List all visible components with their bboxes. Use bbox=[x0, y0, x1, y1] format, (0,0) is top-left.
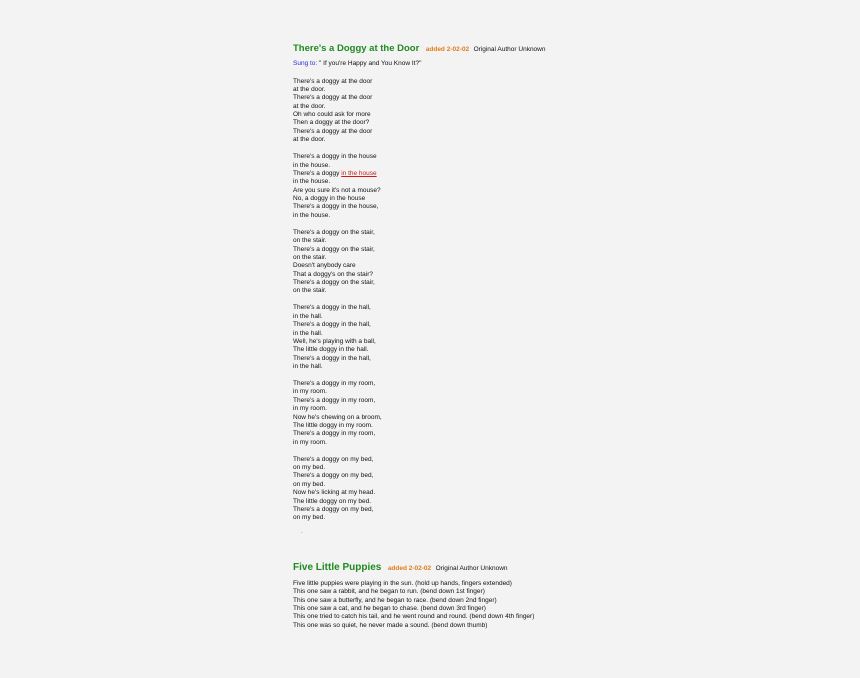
lyric-line: The little doggy on my bed. bbox=[293, 497, 372, 505]
lyric-line: No, a doggy in the house bbox=[293, 195, 366, 203]
verse-1 bbox=[293, 78, 833, 145]
lyric-line: There's a doggy in the house bbox=[293, 153, 377, 161]
lyric-line: Now he's licking at my head. bbox=[293, 489, 376, 497]
sung-to-label: Sung to: bbox=[293, 60, 318, 67]
lyric-line: There's a doggy in my room, bbox=[293, 430, 376, 438]
lyric-line: on the stair. bbox=[293, 253, 327, 261]
lyric-line: on my bed. bbox=[293, 480, 326, 488]
lyric-line: Five little puppies were playing in the sun. (hold up hands, fingers extended) bbox=[293, 579, 512, 587]
author-credit: Original Author Unknown bbox=[473, 46, 546, 53]
added-date: added 2-02-02 bbox=[387, 564, 432, 572]
lyric-line: This one tried to catch his tail, and he went round and round. (bend down 4th finger) bbox=[293, 613, 535, 621]
lyric-line: in the house. bbox=[293, 161, 331, 169]
lyric-line: This one saw a cat, and he began to chase. (bend down 3rd finger) bbox=[293, 604, 486, 612]
lyric-line: Well, he's playing with a ball, bbox=[293, 337, 376, 345]
sung-to-line bbox=[293, 59, 833, 69]
song-document bbox=[293, 40, 833, 630]
song-five-little-puppies bbox=[293, 559, 833, 630]
verse-3 bbox=[293, 229, 833, 296]
lyric-line: Now he's chewing on a broom, bbox=[293, 413, 382, 421]
lyric-line: at the door. bbox=[293, 136, 326, 144]
lyric-line: There's a doggy on my bed, bbox=[293, 505, 374, 513]
lyric-line: in the house. bbox=[293, 211, 331, 219]
song-title: Five Little Puppies bbox=[293, 561, 382, 573]
author-credit: Original Author Unknown bbox=[435, 564, 508, 572]
song-title-row bbox=[293, 40, 833, 53]
lyric-line: at the door. bbox=[293, 85, 326, 93]
lyric-line: There's a doggy on my bed, bbox=[293, 455, 374, 463]
lyric-line: This one was so quiet, he never made a sound. (bend down thumb) bbox=[293, 621, 488, 629]
lyric-line: on the stair. bbox=[293, 237, 327, 245]
song-title-row bbox=[293, 559, 833, 573]
lyric-line: in the hall. bbox=[293, 312, 323, 320]
lyric-line: That a doggy's on the stair? bbox=[293, 270, 374, 278]
lyric-line: Then a doggy at the door? bbox=[293, 119, 370, 127]
lyric-line-text: There's a doggy bbox=[293, 169, 342, 177]
lyric-line: This one saw a butterfly, and he began to race. (bend down 2nd finger) bbox=[293, 596, 497, 604]
verse-1 bbox=[293, 580, 833, 630]
lyric-line: The little doggy in the hall. bbox=[293, 346, 369, 354]
added-date: added 2-02-02 bbox=[425, 46, 470, 53]
lyric-line: There's a doggy at the door bbox=[293, 127, 373, 135]
lyric-line: Oh who could ask for more bbox=[293, 111, 371, 119]
song-doggy-at-the-door bbox=[293, 40, 833, 537]
lyric-line: in the hall. bbox=[293, 329, 323, 337]
lyric-line: There's a doggy on the stair, bbox=[293, 279, 375, 287]
trailing-mark: . bbox=[301, 528, 303, 535]
lyric-line: in my room. bbox=[293, 388, 327, 396]
lyric-line: in my room. bbox=[293, 438, 327, 446]
lyric-line: Are you sure it's not a mouse? bbox=[293, 186, 381, 194]
verse-4 bbox=[293, 304, 833, 371]
lyric-line-with-link bbox=[293, 170, 833, 178]
lyric-line: in the hall. bbox=[293, 363, 323, 371]
lyric-line: The little doggy in my room. bbox=[293, 421, 373, 429]
lyric-line: There's a doggy on my bed, bbox=[293, 472, 374, 480]
lyric-line: in the house. bbox=[293, 178, 331, 186]
lyric-line: There's a doggy in the hall, bbox=[293, 321, 371, 329]
lyric-line: on my bed. bbox=[293, 464, 326, 472]
verse-2 bbox=[293, 153, 833, 220]
lyric-line: There's a doggy on the stair, bbox=[293, 245, 375, 253]
verse-6 bbox=[293, 456, 833, 523]
verse-5 bbox=[293, 380, 833, 447]
lyric-line: There's a doggy in my room, bbox=[293, 396, 376, 404]
lyric-line: There's a doggy on the stair, bbox=[293, 228, 375, 236]
lyric-line: in my room. bbox=[293, 405, 327, 413]
lyric-line: There's a doggy in the hall, bbox=[293, 304, 371, 312]
song-title: There's a Doggy at the Door bbox=[293, 43, 420, 54]
sung-to-tune: " If you're Happy and You Know It?" bbox=[319, 60, 422, 67]
lyric-line: on the stair. bbox=[293, 287, 327, 295]
lyric-line: There's a doggy in my room, bbox=[293, 380, 376, 387]
lyric-line: at the door. bbox=[293, 102, 326, 110]
lyric-line: There's a doggy in the hall, bbox=[293, 354, 371, 362]
lyric-line: There's a doggy at the door bbox=[293, 94, 373, 102]
lyric-line: There's a doggy at the door bbox=[293, 77, 373, 85]
lyric-line: This one saw a rabbit, and he began to run. (bend down 1st finger) bbox=[293, 588, 485, 596]
lyric-line: on my bed. bbox=[293, 514, 326, 522]
lyric-line: Doesn't anybody care bbox=[293, 262, 356, 270]
in-the-house-link[interactable]: in the house bbox=[341, 169, 377, 177]
lyric-line: There's a doggy in the house, bbox=[293, 203, 379, 211]
